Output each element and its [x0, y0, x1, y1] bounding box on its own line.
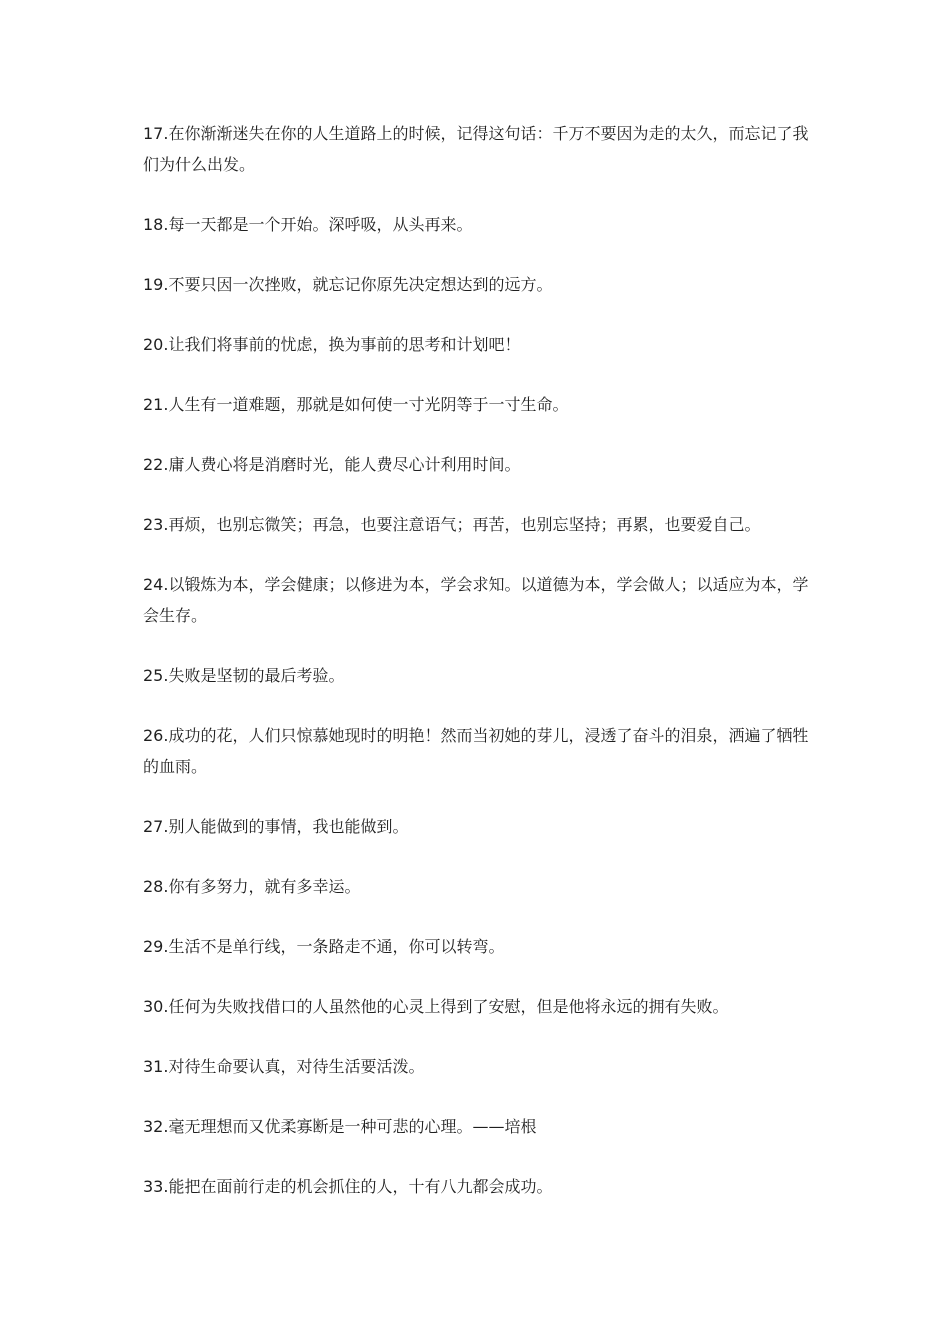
quote-item-25: 25.失败是坚韧的最后考验。: [143, 666, 345, 685]
quote-list: [143, 118, 815, 1231]
quote-item-27: 27.别人能做到的事情，我也能做到。: [143, 817, 409, 836]
quote-item-18: 18.每一天都是一个开始。深呼吸，从头再来。: [143, 215, 473, 234]
quote-item-24: 24.以锻炼为本，学会健康；以修进为本，学会求知。以道德为本，学会做人；以适应为本，学会生存。: [143, 575, 809, 625]
quote-item-32: 32.毫无理想而又优柔寡断是一种可悲的心理。——培根: [143, 1117, 537, 1136]
quote-item-29: 29.生活不是单行线，一条路走不通，你可以转弯。: [143, 937, 505, 956]
quote-item-20: 20.让我们将事前的忧虑，换为事前的思考和计划吧！: [143, 335, 521, 354]
quote-item-31: 31.对待生命要认真，对待生活要活泼。: [143, 1057, 425, 1076]
quote-item-28: 28.你有多努力，就有多幸运。: [143, 877, 361, 896]
quote-item-30: 30.任何为失败找借口的人虽然他的心灵上得到了安慰，但是他将永远的拥有失败。: [143, 997, 729, 1016]
quote-item-33: 33.能把在面前行走的机会抓住的人，十有八九都会成功。: [143, 1177, 553, 1196]
quote-item-17: 17.在你渐渐迷失在你的人生道路上的时候，记得这句话：千万不要因为走的太久，而忘记了我们为什么出发。: [143, 124, 809, 174]
quote-item-19: 19.不要只因一次挫败，就忘记你原先决定想达到的远方。: [143, 275, 553, 294]
quote-item-22: 22.庸人费心将是消磨时光，能人费尽心计利用时间。: [143, 455, 521, 474]
quote-item-26: 26.成功的花，人们只惊慕她现时的明艳！然而当初她的芽儿，浸透了奋斗的泪泉，洒遍了牺牲的血雨。: [143, 726, 809, 776]
quote-item-21: 21.人生有一道难题，那就是如何使一寸光阴等于一寸生命。: [143, 395, 569, 414]
quote-item-23: 23.再烦，也别忘微笑；再急，也要注意语气；再苦，也别忘坚持；再累，也要爱自己。: [143, 515, 761, 534]
